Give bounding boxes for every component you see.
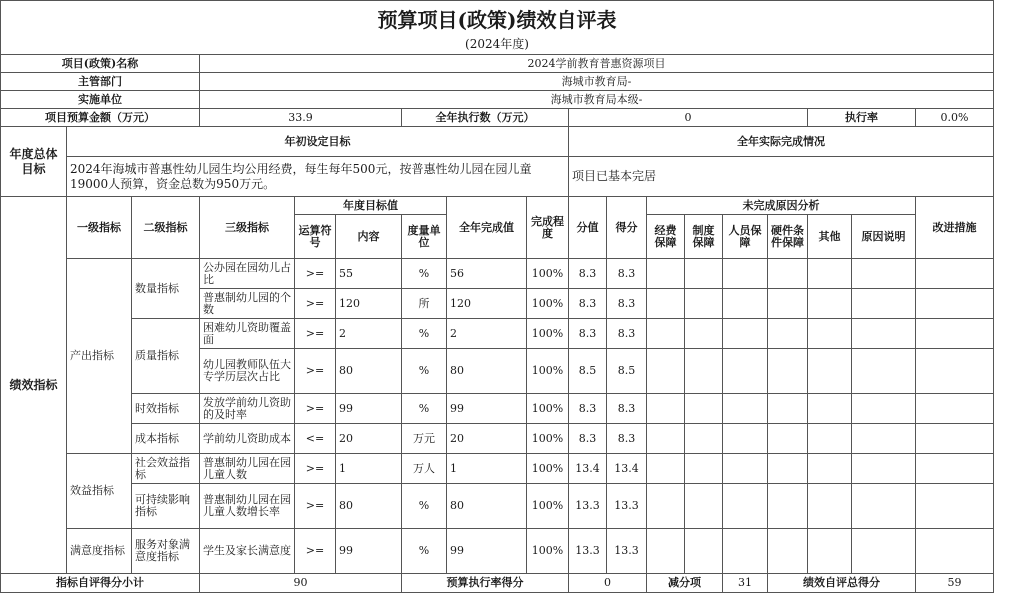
empty-cell	[647, 529, 685, 574]
level1-output: 产出指标	[67, 259, 132, 454]
table-row	[1, 454, 994, 484]
annual-goals-label: 年度总体目标	[1, 127, 67, 197]
empty-cell	[916, 289, 994, 319]
empty-cell	[852, 349, 916, 394]
unit-cell: %	[402, 394, 447, 424]
empty-cell	[685, 394, 723, 424]
weight-cell: 8.3	[569, 289, 607, 319]
rate-value: 0.0%	[916, 109, 994, 127]
weight-cell: 8.5	[569, 349, 607, 394]
empty-cell	[685, 289, 723, 319]
empty-cell	[723, 394, 768, 424]
rate-label: 执行率	[808, 109, 916, 127]
completion-cell: 100%	[527, 394, 569, 424]
operator-cell: >=	[295, 319, 336, 349]
table-row	[1, 484, 994, 529]
level2-quality: 质量指标	[132, 319, 200, 394]
content-cell: 1	[336, 454, 402, 484]
budget-label: 项目预算金额（万元）	[1, 109, 200, 127]
empty-cell	[808, 394, 852, 424]
operator-cell: >=	[295, 259, 336, 289]
executed-value: 0	[569, 109, 808, 127]
score-cell: 8.3	[607, 259, 647, 289]
header-level1: 一级指标	[67, 197, 132, 259]
operator-cell: >=	[295, 529, 336, 574]
empty-cell	[916, 454, 994, 484]
score-cell: 8.3	[607, 394, 647, 424]
empty-cell	[685, 349, 723, 394]
operator-cell: >=	[295, 484, 336, 529]
header-system: 制度保障	[685, 215, 723, 259]
empty-cell	[852, 259, 916, 289]
operator-cell: <=	[295, 424, 336, 454]
dept-value: 海城市教育局-	[200, 73, 994, 91]
empty-cell	[723, 424, 768, 454]
header-content: 内容	[336, 215, 402, 259]
weight-cell: 13.4	[569, 454, 607, 484]
content-cell: 80	[336, 484, 402, 529]
operator-cell: >=	[295, 289, 336, 319]
empty-cell	[768, 394, 808, 424]
empty-cell	[852, 289, 916, 319]
actual-cell: 56	[447, 259, 527, 289]
header-level2: 二级指标	[132, 197, 200, 259]
empty-cell	[685, 319, 723, 349]
project-name-value: 2024学前教育普惠资源项目	[200, 55, 994, 73]
empty-cell	[916, 319, 994, 349]
actual-cell: 99	[447, 394, 527, 424]
level3-cell: 公办园在园幼儿占比	[200, 259, 295, 289]
level3-cell: 学前幼儿资助成本	[200, 424, 295, 454]
completion-cell: 100%	[527, 484, 569, 529]
subtotal-label: 指标自评得分小计	[1, 574, 200, 593]
unit-cell: %	[402, 349, 447, 394]
completion-cell: 100%	[527, 259, 569, 289]
actual-cell: 20	[447, 424, 527, 454]
level2-cost: 成本指标	[132, 424, 200, 454]
empty-cell	[647, 484, 685, 529]
dept-label: 主管部门	[1, 73, 200, 91]
content-cell: 99	[336, 529, 402, 574]
empty-cell	[685, 529, 723, 574]
empty-cell	[647, 289, 685, 319]
empty-cell	[768, 424, 808, 454]
initial-target-text: 2024年海城市普惠性幼儿园生均公用经费，每生每年500元，按普惠性幼儿园在园儿童19000人预算，资金总数为950万元。	[67, 157, 569, 197]
empty-cell	[768, 529, 808, 574]
score-cell: 8.3	[607, 424, 647, 454]
project-name-label: 项目(政策)名称	[1, 55, 200, 73]
header-other: 其他	[808, 215, 852, 259]
completion-cell: 100%	[527, 319, 569, 349]
empty-cell	[808, 454, 852, 484]
empty-cell	[685, 454, 723, 484]
unit-cell: 万人	[402, 454, 447, 484]
header-completion: 完成程度	[527, 197, 569, 259]
completion-cell: 100%	[527, 454, 569, 484]
empty-cell	[916, 484, 994, 529]
exec-score-value: 0	[569, 574, 647, 593]
level1-satisfaction: 满意度指标	[67, 529, 132, 574]
initial-target-header: 年初设定目标	[67, 127, 569, 157]
content-cell: 55	[336, 259, 402, 289]
subtotal-value: 90	[200, 574, 402, 593]
content-cell: 20	[336, 424, 402, 454]
empty-cell	[768, 289, 808, 319]
empty-cell	[808, 349, 852, 394]
empty-cell	[768, 259, 808, 289]
empty-cell	[768, 484, 808, 529]
empty-cell	[685, 484, 723, 529]
level3-cell: 普惠制幼儿园在园儿童人数增长率	[200, 484, 295, 529]
level3-cell: 学生及家长满意度	[200, 529, 295, 574]
empty-cell	[916, 394, 994, 424]
empty-cell	[852, 424, 916, 454]
level3-cell: 发放学前幼儿资助的及时率	[200, 394, 295, 424]
empty-cell	[647, 394, 685, 424]
completion-cell: 100%	[527, 349, 569, 394]
form-title: 预算项目(政策)绩效自评表	[1, 1, 994, 35]
operator-cell: >=	[295, 349, 336, 394]
deduct-value: 31	[723, 574, 768, 593]
empty-cell	[808, 289, 852, 319]
header-staff: 人员保障	[723, 215, 768, 259]
header-operator: 运算符号	[295, 215, 336, 259]
empty-cell	[685, 424, 723, 454]
empty-cell	[852, 529, 916, 574]
content-cell: 2	[336, 319, 402, 349]
unit-value: 海城市教育局本级-	[200, 91, 994, 109]
empty-cell	[808, 529, 852, 574]
empty-cell	[916, 349, 994, 394]
empty-cell	[723, 289, 768, 319]
score-cell: 13.3	[607, 484, 647, 529]
header-reason-desc: 原因说明	[852, 215, 916, 259]
unit-cell: %	[402, 319, 447, 349]
level1-benefit: 效益指标	[67, 454, 132, 529]
operator-cell: >=	[295, 394, 336, 424]
header-unit: 度量单位	[402, 215, 447, 259]
empty-cell	[647, 349, 685, 394]
empty-cell	[723, 529, 768, 574]
empty-cell	[723, 349, 768, 394]
score-cell: 8.3	[607, 289, 647, 319]
empty-cell	[647, 454, 685, 484]
header-actual: 全年完成值	[447, 197, 527, 259]
level3-cell: 普惠制幼儿园的个数	[200, 289, 295, 319]
level3-cell: 困难幼儿资助覆盖面	[200, 319, 295, 349]
unit-label: 实施单位	[1, 91, 200, 109]
weight-cell: 8.3	[569, 424, 607, 454]
empty-cell	[768, 319, 808, 349]
actual-cell: 120	[447, 289, 527, 319]
empty-cell	[647, 259, 685, 289]
header-score-value: 分值	[569, 197, 607, 259]
score-cell: 8.5	[607, 349, 647, 394]
empty-cell	[768, 454, 808, 484]
actual-cell: 80	[447, 349, 527, 394]
weight-cell: 8.3	[569, 259, 607, 289]
header-reasons: 未完成原因分析	[647, 197, 916, 215]
table-row	[1, 259, 994, 289]
unit-cell: 所	[402, 289, 447, 319]
empty-cell	[768, 349, 808, 394]
empty-cell	[852, 454, 916, 484]
content-cell: 120	[336, 289, 402, 319]
unit-cell: %	[402, 484, 447, 529]
total-label: 绩效自评总得分	[768, 574, 916, 593]
level2-timeliness: 时效指标	[132, 394, 200, 424]
actual-completion-header: 全年实际完成情况	[569, 127, 994, 157]
operator-cell: >=	[295, 454, 336, 484]
actual-cell: 99	[447, 529, 527, 574]
completion-cell: 100%	[527, 529, 569, 574]
actual-cell: 80	[447, 484, 527, 529]
level3-cell: 幼儿园教师队伍大专学历层次占比	[200, 349, 295, 394]
score-cell: 13.3	[607, 529, 647, 574]
unit-cell: %	[402, 529, 447, 574]
completion-cell: 100%	[527, 424, 569, 454]
completion-cell: 100%	[527, 289, 569, 319]
level2-sustainability: 可持续影响指标	[132, 484, 200, 529]
actual-cell: 2	[447, 319, 527, 349]
empty-cell	[916, 529, 994, 574]
header-hardware: 硬件条件保障	[768, 215, 808, 259]
executed-label: 全年执行数（万元）	[402, 109, 569, 127]
unit-cell: %	[402, 259, 447, 289]
header-level3: 三级指标	[200, 197, 295, 259]
level2-quantity: 数量指标	[132, 259, 200, 319]
header-improve: 改进措施	[916, 197, 994, 259]
empty-cell	[808, 484, 852, 529]
empty-cell	[647, 319, 685, 349]
exec-score-label: 预算执行率得分	[402, 574, 569, 593]
table-row	[1, 424, 994, 454]
weight-cell: 13.3	[569, 529, 607, 574]
empty-cell	[808, 424, 852, 454]
empty-cell	[808, 319, 852, 349]
budget-value: 33.9	[200, 109, 402, 127]
deduct-label: 减分项	[647, 574, 723, 593]
level3-cell: 普惠制幼儿园在园儿童人数	[200, 454, 295, 484]
empty-cell	[916, 259, 994, 289]
empty-cell	[808, 259, 852, 289]
empty-cell	[852, 319, 916, 349]
total-value: 59	[916, 574, 994, 593]
empty-cell	[723, 259, 768, 289]
header-annual-target: 年度目标值	[295, 197, 447, 215]
empty-cell	[685, 259, 723, 289]
header-score: 得分	[607, 197, 647, 259]
empty-cell	[723, 484, 768, 529]
weight-cell: 8.3	[569, 319, 607, 349]
level2-social: 社会效益指标	[132, 454, 200, 484]
score-cell: 8.3	[607, 319, 647, 349]
empty-cell	[852, 394, 916, 424]
form-subtitle: (2024年度)	[1, 35, 994, 55]
weight-cell: 8.3	[569, 394, 607, 424]
indicators-section-label: 绩效指标	[1, 197, 67, 574]
table-row	[1, 319, 994, 349]
score-cell: 13.4	[607, 454, 647, 484]
empty-cell	[647, 424, 685, 454]
content-cell: 99	[336, 394, 402, 424]
actual-completion-text: 项目已基本完居	[569, 157, 994, 197]
table-row	[1, 394, 994, 424]
actual-cell: 1	[447, 454, 527, 484]
content-cell: 80	[336, 349, 402, 394]
level2-service-satisfaction: 服务对象满意度指标	[132, 529, 200, 574]
table-row	[1, 529, 994, 574]
header-funds: 经费保障	[647, 215, 685, 259]
unit-cell: 万元	[402, 424, 447, 454]
empty-cell	[852, 484, 916, 529]
empty-cell	[723, 454, 768, 484]
weight-cell: 13.3	[569, 484, 607, 529]
empty-cell	[723, 319, 768, 349]
empty-cell	[916, 424, 994, 454]
